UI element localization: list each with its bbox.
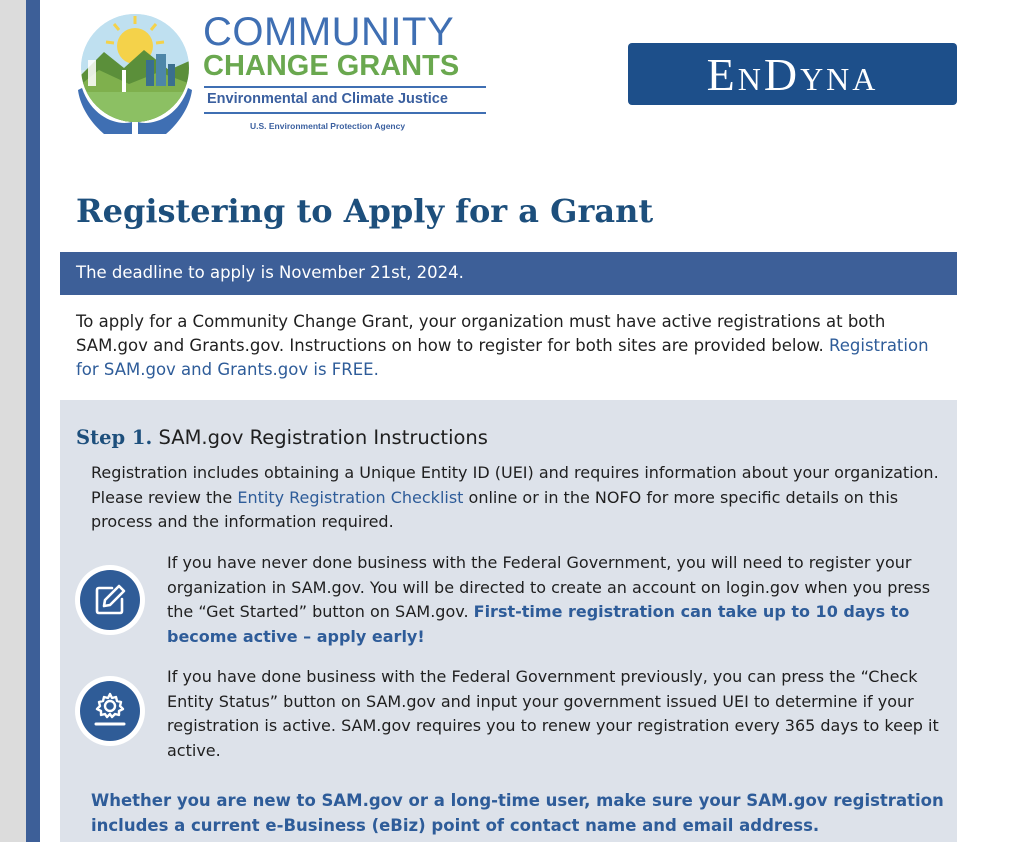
brand-divider <box>204 86 486 88</box>
brand-title-change-grants: CHANGE GRANTS <box>203 50 460 82</box>
brand-subtitle: Environmental and Climate Justice <box>207 91 448 107</box>
endyna-wordmark: ENDYNA <box>706 48 879 100</box>
edit-form-icon <box>75 565 145 635</box>
community-emblem-icon <box>74 10 196 136</box>
intro-paragraph: To apply for a Community Change Grant, your organization must have active registrations at both SAM.gov and Grants.gov. Instructions on how to register for both sites are provided below. Registration for SAM.gov and Grants.gov is FREE. <box>76 312 929 379</box>
registration-time-warning: First-time registration can take up to 10 days to become active – apply early! <box>167 602 910 646</box>
brand-agency: U.S. Environmental Protection Agency <box>250 121 406 131</box>
brand-title-community: COMMUNITY <box>203 10 455 54</box>
existing-registrant-instructions: If you have done business with the Federal Government previously, you can press the “Check Entity Status” button on SAM.gov and input your government issued UEI to determine if your registration is active. SAM.gov requires you to renew your registration every 365 days to keep it active. <box>167 667 939 760</box>
new-registrant-instructions: If you have never done business with the Federal Government, you will need to register your organization in SAM.gov. You will be directed to create an account on login.gov when you press the “Get Started” button on SAM.gov. First-time registration can take up to 10 days to become active – apply early! <box>167 553 931 646</box>
ebiz-contact-reminder: Whether you are new to SAM.gov or a long-time user, make sure your SAM.gov registration includes a current e-Business (eBiz) point of contact name and email address. <box>91 791 944 835</box>
endyna-logo <box>628 43 957 105</box>
document-side-bar <box>26 0 40 842</box>
viewer-margin <box>0 0 28 842</box>
deadline-banner <box>60 252 957 295</box>
page-title: Registering to Apply for a Grant <box>76 192 654 230</box>
step-1-intro: Registration includes obtaining a Unique Entity ID (UEI) and requires information about your organization. Please review the Entity Registration Checklist online or in the NOFO for more specific details on this process and the information required. <box>91 463 939 531</box>
step-1-panel <box>60 400 957 842</box>
gear-settings-icon <box>75 676 145 746</box>
deadline-text: The deadline to apply is November 21st, 2024. <box>76 263 464 282</box>
free-registration-note: Registration for SAM.gov and Grants.gov is FREE. <box>76 336 929 379</box>
brand-divider <box>204 112 486 114</box>
entity-registration-checklist-link[interactable]: Entity Registration Checklist <box>237 487 464 507</box>
step-1-heading: Step 1. SAM.gov Registration Instructions <box>76 426 488 449</box>
